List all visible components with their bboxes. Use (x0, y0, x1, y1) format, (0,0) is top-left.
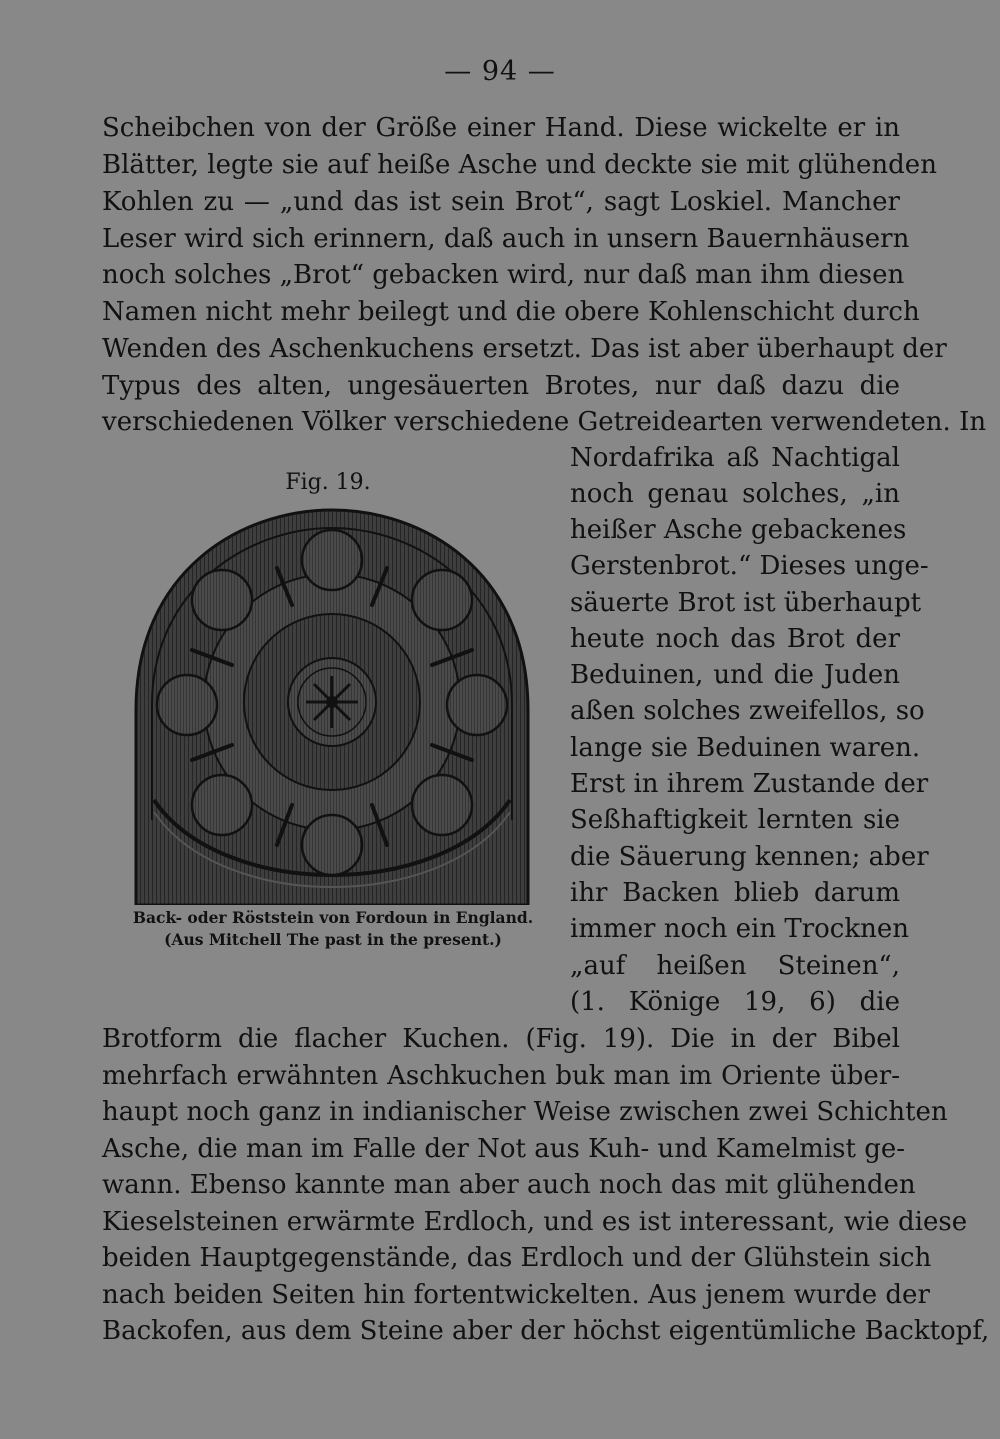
text-line: säuerte Brot ist überhaupt (570, 588, 922, 618)
text-line: immer noch ein Trocknen (570, 914, 910, 944)
text-line: heute noch das Brot der (570, 624, 900, 654)
text-line: mehrfach erwähnten Aschkuchen buk man im Oriente über- (102, 1061, 900, 1091)
text-line: Blätter, legte sie auf heiße Asche und deckte sie mit glühenden (102, 150, 937, 180)
text-line: Beduinen, und die Juden (570, 660, 900, 690)
text-line: ihr Backen blieb darum (570, 878, 900, 908)
text-line: Typus des alten, ungesäuerten Brotes, nur daß dazu die (102, 371, 900, 401)
text-line: nach beiden Seiten hin fortentwickelten. Aus jenem wurde der (102, 1280, 930, 1310)
text-line: noch solches „Brot“ gebacken wird, nur daß man ihm diesen (102, 260, 905, 290)
text-line: Kieselsteinen erwärmte Erdloch, und es ist interessant, wie diese (102, 1207, 968, 1237)
text-line: Wenden des Aschenkuchens ersetzt. Das ist aber überhaupt der (102, 334, 947, 364)
page-number: — 94 — (444, 56, 556, 87)
figure-caption-line1: Back- oder Röststein von Fordoun in England. (132, 908, 534, 927)
text-line: Brotform die flacher Kuchen. (Fig. 19). Die in der Bibel (102, 1024, 900, 1054)
text-line: lange sie Beduinen waren. (570, 733, 921, 763)
text-line: aßen solches zweifellos, so (570, 696, 925, 726)
figure-caption-line2: (Aus Mitchell The past in the present.) (164, 930, 502, 949)
figure-19 (128, 470, 548, 1000)
text-line: Asche, die man im Falle der Not aus Kuh- und Kamelmist ge- (102, 1134, 906, 1164)
text-line: Gerstenbrot.“ Dieses unge- (570, 551, 929, 581)
text-line: Nordafrika aß Nachtigal (570, 443, 900, 473)
text-line: Seßhaftigkeit lernten sie (570, 805, 900, 835)
text-line: Backofen, aus dem Steine aber der höchst eigentümliche Backtopf, (102, 1316, 990, 1346)
text-line: Leser wird sich erinnern, daß auch in unsern Bauernhäusern (102, 224, 910, 254)
text-line: verschiedenen Völker verschiedene Getreidearten verwendeten. In (102, 407, 987, 437)
figure-title: Fig. 19. (285, 470, 371, 495)
text-line: „auf heißen Steinen“, (570, 951, 900, 981)
text-line: (1. Könige 19, 6) die (570, 987, 900, 1017)
text-line: noch genau solches, „in (570, 479, 900, 509)
text-line: heißer Asche gebackenes (570, 515, 907, 545)
text-line: die Säuerung kennen; aber (570, 842, 929, 872)
text-line: haupt noch ganz in indianischer Weise zwischen zwei Schichten (102, 1097, 948, 1127)
baking-stone-illustration (132, 500, 532, 905)
text-line: wann. Ebenso kannte man aber auch noch das mit glühenden (102, 1170, 916, 1200)
text-line: beiden Hauptgegenstände, das Erdloch und der Glühstein sich (102, 1243, 932, 1273)
text-line: Erst in ihrem Zustande der (570, 769, 929, 799)
text-line: Kohlen zu — „und das ist sein Brot“, sagt Loskiel. Mancher (102, 187, 900, 217)
text-line: Scheibchen von der Größe einer Hand. Diese wickelte er in (102, 113, 900, 143)
text-line: Namen nicht mehr beilegt und die obere Kohlenschicht durch (102, 297, 920, 327)
